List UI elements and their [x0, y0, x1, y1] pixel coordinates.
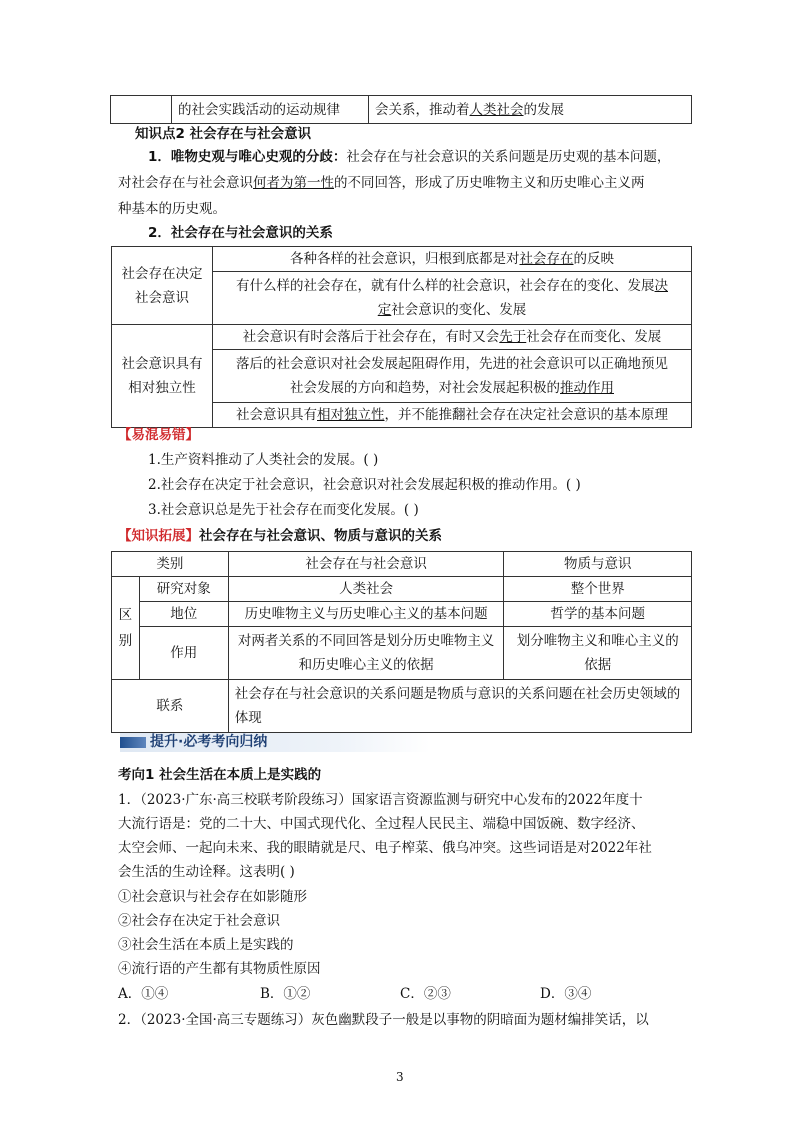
ext-row-label: 作用: [139, 627, 228, 680]
relation-row1-b-ul2: 定: [377, 302, 392, 318]
kp2-item1-line3: 种基本的历史观。: [118, 201, 226, 217]
kp2-item1-label: 1．唯物史观与唯心史观的分歧：: [148, 149, 347, 165]
extension-table: [111, 551, 692, 733]
ext-row-c1: 历史唯物主义与历史唯心主义的基本问题: [228, 602, 504, 627]
relation-row1-b: [213, 272, 692, 325]
kp2-item1-b-pre: 对社会存在与社会意识: [118, 175, 253, 191]
banner-title: 提升·必考考向归纳: [150, 734, 268, 750]
kp2-item1-line1: [148, 146, 670, 168]
q1-option: ②社会存在决定于社会意识: [118, 913, 280, 929]
kp2-item1-b-post: 的不同回答，形成了历史唯物主义和历史唯心主义两: [334, 175, 645, 191]
ext-row-c1: 人类社会: [228, 577, 504, 602]
ext-header-col2: 物质与意识: [504, 552, 692, 577]
top-table-blank: [111, 96, 172, 124]
kp2-item2-label: 2．社会存在与社会意识的关系: [148, 225, 333, 241]
q1-line: 太空会师、一起向未来、我的眼睛就是尺、电子榨菜、俄乌冲突。这些词语是对2022年社: [118, 840, 652, 856]
relation-row1-b-post: 社会意识的变化、发展: [391, 302, 527, 318]
extension-heading: 【知识拓展】: [118, 528, 199, 544]
top-table: [110, 95, 692, 124]
ext-row-label: 地位: [139, 602, 228, 627]
section-banner: [120, 733, 430, 752]
confusion-item-1: 1.生产资料推动了人类社会的发展。( ): [148, 452, 379, 468]
ext-row-c2: 整个世界: [504, 577, 692, 602]
relation-row2-a: [213, 325, 692, 350]
confusion-heading: 【易混易错】: [118, 427, 199, 443]
relation-row1-a-ul: 社会存在: [519, 251, 574, 267]
page-number: 3: [396, 1070, 404, 1084]
relation-row2-c: [213, 403, 692, 428]
q1-option: ①社会意识与社会存在如影随形: [118, 889, 307, 905]
q1-choice-a: A．①④: [118, 986, 169, 1002]
relation-row1-a-post: 的反映: [573, 251, 614, 267]
top-table-right-ul: 人类社会: [469, 101, 524, 118]
confusion-item-3: 3.社会意识总是先于社会存在而变化发展。( ): [148, 502, 419, 518]
ext-header-category: 类别: [112, 552, 229, 577]
banner-bar-icon: [120, 737, 146, 748]
relation-row1-b-ul1: 决: [654, 278, 668, 294]
relation-row2-a-pre: 社会意识有时会落后于社会存在，有时又会: [242, 329, 500, 345]
ext-row-c2: 划分唯物主义和唯心主义的依据: [504, 627, 692, 680]
ext-link-label: 联系: [112, 680, 229, 733]
ext-header-col1: 社会存在与社会意识: [228, 552, 504, 577]
relation-row1-a: [213, 247, 692, 272]
top-table-right: [369, 96, 692, 124]
top-table-right-post: 的发展: [523, 101, 564, 118]
relation-row2-b-ul: 推动作用: [560, 380, 614, 396]
q1-line: 大流行语是：党的二十大、中国式现代化、全过程人民民主、端稳中国饭碗、数字经济、: [118, 816, 645, 832]
ext-row-c1: 对两者关系的不同回答是划分历史唯物主义和历史唯心主义的依据: [228, 627, 504, 680]
relation-row2-b-pre: 社会发展的方向和趋势，对社会发展起积极的: [290, 380, 560, 396]
top-table-right-pre: 会关系，推动着: [375, 101, 470, 118]
top-table-left: 的社会实践活动的运动规律: [172, 96, 369, 124]
relation-row1-a-pre: 各种各样的社会意识，归根到底都是对: [290, 251, 520, 267]
extension-title: 社会存在与社会意识、物质与意识的关系: [199, 528, 442, 544]
q1-choice-c: C．②③: [400, 986, 451, 1002]
ext-link-text: 社会存在与社会意识的关系问题是物质与意识的关系问题在社会历史领域的体现: [228, 680, 691, 733]
q1-line: 会生活的生动诠释。这表明( ): [118, 864, 295, 880]
q1-choice-b: B．①②: [260, 986, 311, 1002]
relation-row2-head: 社会意识具有相对独立性: [112, 325, 213, 428]
relation-row2-c-pre: 社会意识具有: [236, 407, 317, 423]
ext-row-label: 研究对象: [139, 577, 228, 602]
ext-diff-label: [112, 577, 140, 680]
ext-row-c2: 哲学的基本问题: [504, 602, 692, 627]
relation-row1-head: 社会存在决定社会意识: [112, 247, 213, 325]
relation-row2-c-post: ，并不能推翻社会存在决定社会意识的基本原理: [384, 407, 668, 423]
relation-row1-b-pre: 有什么样的社会存在，就有什么样的社会意识，社会存在的变化、发展: [236, 278, 655, 294]
ext-diff-label-1: 区: [118, 607, 133, 623]
direction1-title: 考向1 社会生活在本质上是实践的: [118, 767, 322, 783]
q2-line: 2．（2023·全国·高三专题练习）灰色幽默段子一般是以事物的阴暗面为题材编排笑话，以: [118, 1012, 649, 1028]
relation-row2-a-ul: 先于: [499, 329, 527, 345]
q1-option: ③社会生活在本质上是实践的: [118, 937, 294, 953]
relation-row2-a-post: 社会存在而变化、发展: [526, 329, 662, 345]
kp2-item1-line2: [118, 172, 645, 194]
q1-choice-d: D．③④: [540, 986, 592, 1002]
relation-row2-b-line1: 落后的社会意识对社会发展起阻碍作用，先进的社会意识可以正确地预见: [236, 356, 668, 372]
kp2-title: 知识点2 社会存在与社会意识: [135, 126, 312, 142]
kp2-item1-b-ul: 何者为第一性: [253, 175, 334, 191]
kp2-item1-text-a: 社会存在与社会意识的关系问题是历史观的基本问题，: [346, 149, 671, 165]
relation-row2-b: [213, 350, 692, 403]
q1-line: 1．（2023·广东·高三校联考阶段练习）国家语言资源监测与研究中心发布的2022年度十: [118, 792, 643, 808]
ext-diff-label-2: 别: [118, 633, 133, 649]
extension-heading-line: [118, 525, 442, 547]
q1-option: ④流行语的产生都有其物质性原因: [118, 961, 321, 977]
relation-table: [111, 246, 692, 428]
confusion-item-2: 2.社会存在决定于社会意识，社会意识对社会发展起积极的推动作用。( ): [148, 477, 581, 493]
relation-row2-c-ul: 相对独立性: [317, 407, 385, 423]
